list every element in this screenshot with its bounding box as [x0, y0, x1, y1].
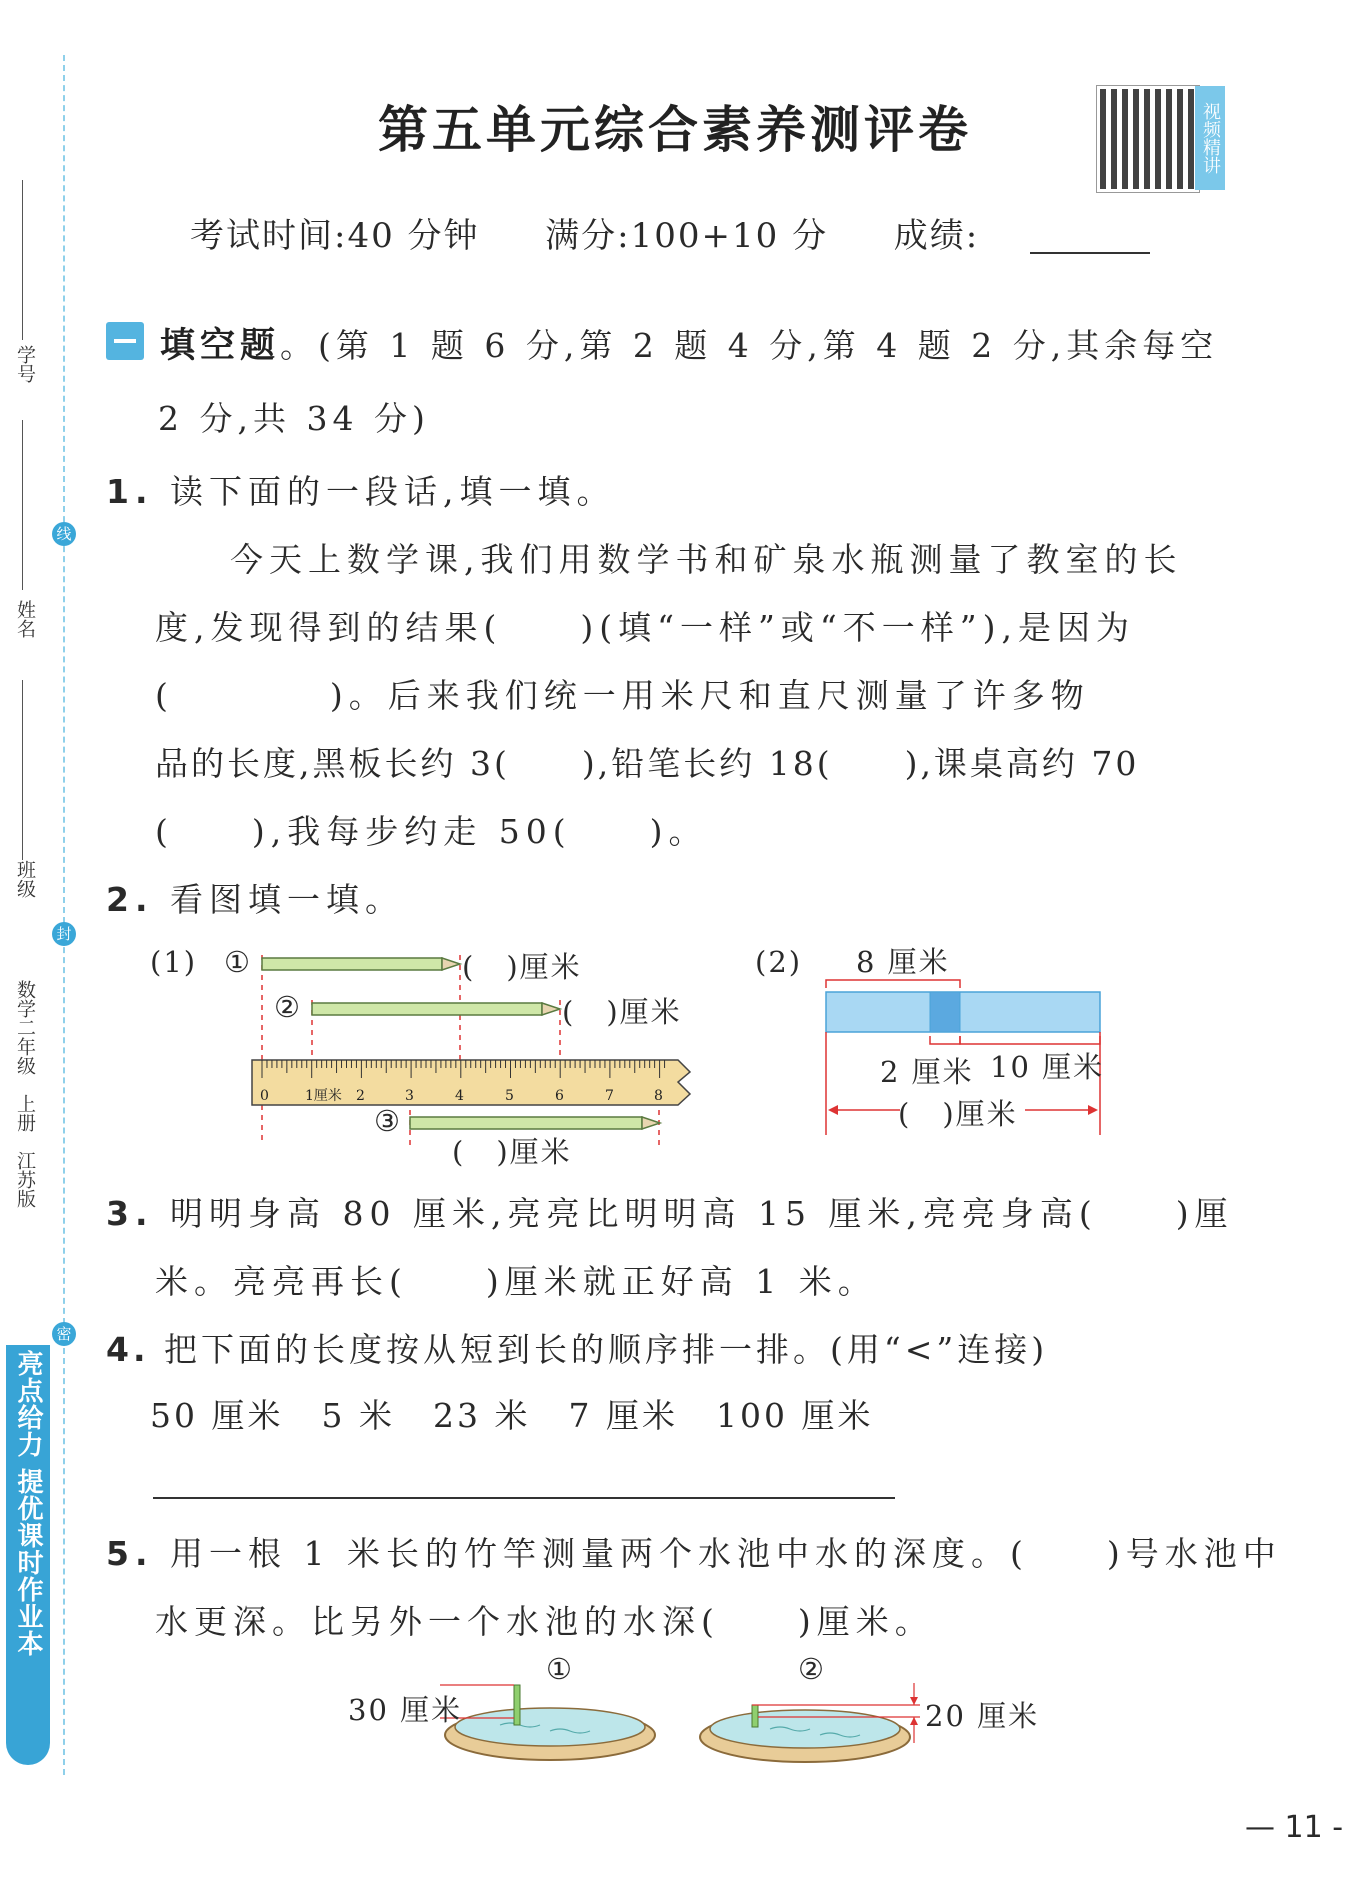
binding-dashed-line — [63, 55, 65, 1775]
q4-number: 4. — [106, 1330, 150, 1369]
pool-2-depth: 20 厘米 — [925, 1699, 1040, 1733]
pencil-3-tip — [642, 1117, 660, 1129]
top-brace — [826, 980, 960, 988]
right-brace — [960, 1036, 1100, 1044]
ruler-tick-label: 3 — [405, 1088, 414, 1104]
cut-line-marker: 封 — [52, 922, 76, 946]
total-arrowhead — [828, 1105, 838, 1115]
q3-text: 明明身高 80 厘米,亮亮比明明高 15 厘米,亮亮身高( )厘 — [170, 1194, 1234, 1233]
section-title: 填空题 — [160, 326, 281, 366]
q2-part1-label: (1) — [150, 945, 198, 979]
q1-line: ( )。后来我们统一用米尺和直尺测量了许多物 — [155, 676, 1090, 715]
pool-2-pole — [752, 1705, 758, 1727]
book-label: 数学二年级 上册 江苏版 — [14, 980, 36, 1208]
score-blank[interactable] — [1030, 252, 1150, 254]
pool-figure — [440, 1655, 940, 1765]
total-arrowhead — [1088, 1105, 1098, 1115]
pencil-2-blank: ( )厘米 — [562, 995, 682, 1029]
section-heading — [160, 318, 1218, 368]
q1-text: 读下面的一段话,填一填。 — [170, 472, 616, 511]
long-bar — [826, 992, 1100, 1032]
seg-right-label: 10 厘米 — [990, 1050, 1105, 1084]
q4-answer-line[interactable] — [153, 1497, 895, 1499]
q3-number: 3. — [106, 1194, 154, 1233]
ruler-tick-label: 0 — [260, 1088, 269, 1104]
q5-text: 用一根 1 米长的竹竿测量两个水池中水的深度。( )号水池中 — [170, 1534, 1282, 1573]
q3-line2: 米。亮亮再长( )厘米就正好高 1 米。 — [155, 1262, 877, 1301]
pool-1-pole — [514, 1685, 520, 1725]
ruler-tick-label: 1厘米 — [305, 1088, 342, 1104]
q4-prompt — [106, 1324, 1048, 1371]
q1-line: 今天上数学课,我们用数学书和矿泉水瓶测量了教室的长 — [230, 540, 1183, 579]
q5-line2: 水更深。比另外一个水池的水深( )厘米。 — [155, 1602, 934, 1641]
length-item: 7 厘米 — [568, 1396, 678, 1435]
page-number: — 11 - — [1245, 1810, 1344, 1845]
length-item: 50 厘米 — [150, 1396, 284, 1435]
cut-line-marker: 线 — [52, 522, 76, 546]
pencil-3-label: ③ — [374, 1104, 402, 1138]
overlap-bar — [930, 992, 960, 1032]
name-label: 姓名 — [14, 600, 36, 638]
q1-prompt — [106, 466, 616, 513]
pencil-1 — [262, 958, 442, 970]
pencil-1-tip — [442, 958, 460, 970]
q4-text: 把下面的长度按从短到长的顺序排一排。(用“<”连接) — [164, 1330, 1049, 1369]
page-title: 第五单元综合素养测评卷 — [378, 100, 972, 159]
pencil-1-blank: ( )厘米 — [462, 950, 582, 984]
q2-part2-label: (2) — [755, 945, 803, 979]
length-item: 5 米 — [321, 1396, 395, 1435]
ruler-tick-label: 8 — [654, 1088, 663, 1104]
pencil-2-label: ② — [274, 990, 302, 1024]
student-id-label: 学号 — [14, 345, 36, 383]
class-write-line — [22, 680, 23, 860]
pencil-3 — [410, 1117, 642, 1129]
seg-total-blank: ( )厘米 — [898, 1097, 1018, 1131]
length-item: 100 厘米 — [715, 1396, 874, 1435]
q2-text: 看图填一填。 — [170, 880, 404, 919]
q4-items — [150, 1390, 873, 1437]
name-write-line — [22, 420, 23, 590]
q2-prompt — [106, 874, 404, 921]
q1-line: ( ),我每步约走 50( )。 — [155, 812, 708, 851]
pool-2-label: ② — [798, 1652, 826, 1686]
q5-line — [106, 1528, 1282, 1575]
pencil-2-tip — [542, 1003, 560, 1015]
pool-2-water — [710, 1710, 900, 1748]
score-label: 成绩: — [893, 216, 980, 256]
exam-info — [190, 208, 979, 257]
full-score: 满分:100+10 分 — [545, 216, 829, 256]
ruler-tick-label: 5 — [505, 1088, 514, 1104]
cut-line-marker: 密 — [52, 1322, 76, 1346]
class-label: 班级 — [14, 860, 36, 898]
qr-code-icon[interactable] — [1097, 86, 1199, 192]
exam-time: 考试时间:40 分钟 — [190, 216, 480, 256]
pool-1-water — [455, 1708, 645, 1746]
ruler-tick-label: 4 — [455, 1088, 464, 1104]
id-write-line — [22, 180, 23, 340]
series-label: 亮点给力 提优课时作业本 — [13, 1350, 43, 1658]
q1-line: 品的长度,黑板长约 3( ),铅笔长约 18( ),课桌高约 70 — [155, 744, 1140, 783]
q1-line: 度,发现得到的结果( )(填“一样”或“不一样”),是因为 — [155, 608, 1135, 647]
seg-top-label: 8 厘米 — [856, 945, 950, 979]
pencil-3-blank: ( )厘米 — [452, 1135, 572, 1169]
q3-line — [106, 1188, 1234, 1235]
length-item: 23 米 — [432, 1396, 531, 1435]
pool-1-depth: 30 厘米 — [348, 1693, 463, 1727]
section-badge — [106, 322, 144, 360]
section-note: 。(第 1 题 6 分,第 2 题 4 分,第 4 题 2 分,其余每空 — [280, 326, 1219, 365]
q5-number: 5. — [106, 1534, 154, 1573]
section-note-2: 2 分,共 34 分) — [158, 399, 430, 438]
q2-number: 2. — [106, 880, 154, 919]
video-tag: 视频精讲 — [1195, 86, 1225, 190]
pool-1-label: ① — [546, 1652, 574, 1686]
pool-2-arrowhead — [910, 1697, 918, 1705]
overlap-brace — [930, 1036, 960, 1044]
ruler-tick-label: 2 — [356, 1088, 365, 1104]
seg-overlap-label: 2 厘米 — [880, 1055, 974, 1089]
pencil-1-label: ① — [224, 945, 252, 979]
pencil-2 — [312, 1003, 542, 1015]
ruler-tick-label: 6 — [555, 1088, 564, 1104]
ruler-tick-label: 7 — [605, 1088, 614, 1104]
q1-number: 1. — [106, 472, 154, 511]
pool-2-arrowhead — [910, 1717, 918, 1725]
